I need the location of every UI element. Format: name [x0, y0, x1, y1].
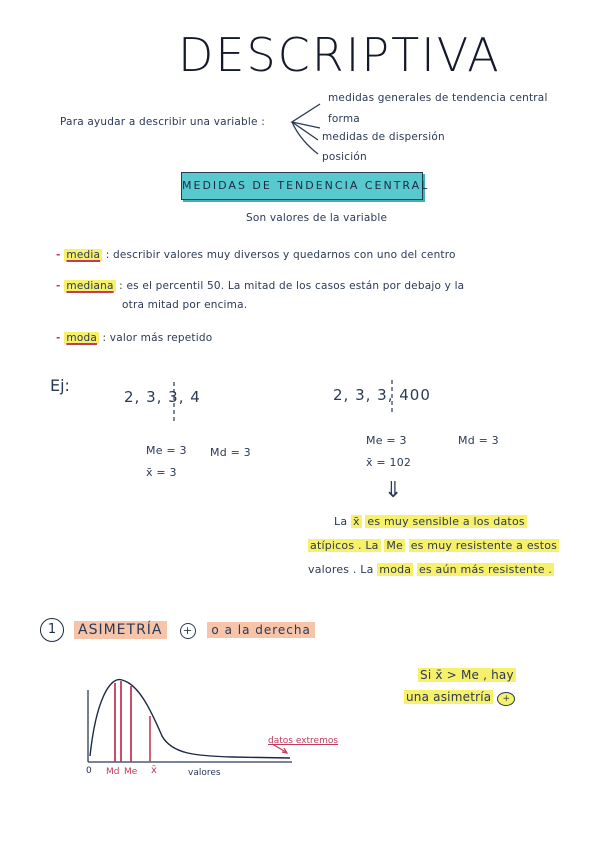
term-mediana: mediana [66, 280, 114, 292]
example-set2-values: 2, 3, 3, 400 [333, 386, 431, 404]
branch-position: posición [322, 151, 367, 163]
definition-mediana-text2: otra mitad por encima. [122, 299, 248, 311]
term-moda: moda [66, 332, 97, 344]
graph-md-label: Md [106, 767, 120, 777]
conclusion-moda: moda [379, 563, 412, 576]
term-media: media [66, 249, 101, 261]
conclusion-line3: valores . La moda es aún más resistente . [308, 563, 553, 576]
section-banner: MEDIDAS DE TENDENCIA CENTRAL [181, 172, 423, 200]
page-title: DESCRIPTIVA [178, 28, 501, 82]
graph-outliers-label: datos extremos [268, 736, 339, 746]
definition-moda: - moda : valor más repetido [56, 332, 213, 344]
set1-mean: x̄ = 3 [146, 466, 177, 479]
branch-shape: forma [328, 113, 360, 125]
example-set1-values: 2, 3, 3, 4 [124, 388, 201, 406]
conclusion-sensitive: es muy sensible a los datos [367, 515, 525, 528]
section-subtitle: Son valores de la variable [246, 212, 388, 224]
intro-lead: Para ayudar a describir una variable : [60, 116, 265, 128]
set2-mean: x̄ = 102 [366, 456, 412, 469]
definition-moda-text: : valor más repetido [102, 332, 213, 344]
set1-md: Md = 3 [210, 446, 251, 459]
section-number: 1 [40, 618, 64, 642]
conclusion-line2: atípicos . La Me es muy resistente a estos [310, 539, 558, 552]
definition-media: - media : describir valores muy diversos y quedarnos con uno del centro [56, 249, 456, 261]
plus-circle-icon: + [497, 692, 515, 706]
graph-me-label: Me [124, 767, 138, 777]
graph-mean-label: x̄ [151, 765, 157, 776]
set1-me: Me = 3 [146, 444, 187, 457]
definition-mediana: - mediana : es el percentil 50. La mitad de los casos están por debajo y la [56, 280, 465, 292]
plus-circle-icon: + [180, 623, 196, 639]
branch-central-tendency: medidas generales de tendencia central [328, 92, 548, 104]
asymmetry-title: ASIMETRÍA [74, 621, 167, 639]
definition-mediana-text: : es el percentil 50. La mitad de los casos están por debajo y la [119, 280, 465, 292]
conclusion-xbar: x̄ [352, 515, 360, 528]
example-label: Ej: [50, 376, 70, 395]
down-arrow-icon: ⇓ [384, 478, 403, 503]
definition-media-text: : describir valores muy diversos y quedarnos con uno del centro [105, 249, 456, 261]
conclusion-me: Me [386, 539, 403, 552]
set2-md: Md = 3 [458, 434, 499, 447]
asymmetry-direction: o a la derecha [207, 622, 314, 638]
asymmetry-note-line1: Si x̄ > Me , hay [420, 668, 514, 682]
asymmetry-note-line2: una asimetría + [404, 690, 515, 706]
graph-axis-label: valores [188, 768, 221, 778]
branch-dispersion: medidas de dispersión [322, 131, 445, 143]
set2-me: Me = 3 [366, 434, 407, 447]
graph-origin: 0 [86, 766, 92, 776]
conclusion-line1: La x̄ es muy sensible a los datos [334, 515, 525, 528]
